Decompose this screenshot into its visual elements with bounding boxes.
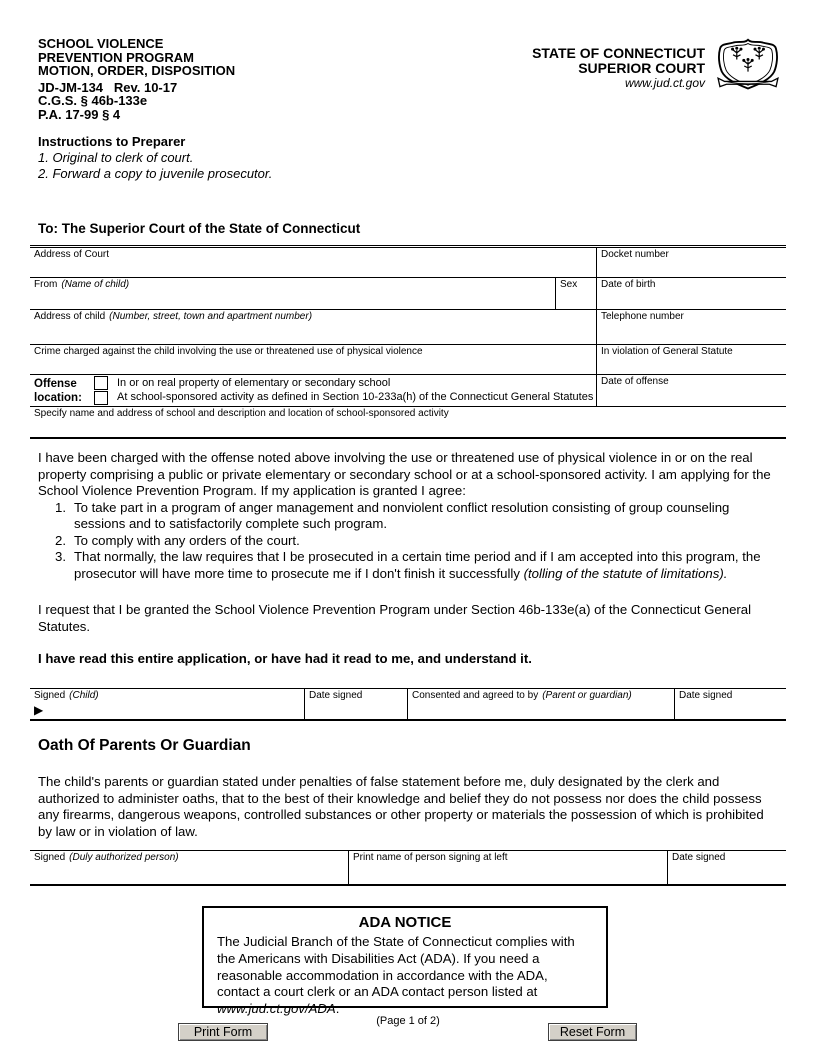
sex-field[interactable] <box>556 278 597 309</box>
ada-notice-title: ADA NOTICE <box>358 914 452 931</box>
child-address-field[interactable] <box>30 310 597 344</box>
offense-option-label: In or on real property of elementary or secondary school <box>117 376 391 389</box>
instructions-heading: Instructions to Preparer <box>38 134 186 149</box>
child-date-signed-field[interactable] <box>305 689 408 719</box>
list-text <box>74 549 775 582</box>
application-list-item <box>38 549 775 582</box>
field-label: Specify name and address of school and description and location of school-sponsored activity <box>34 408 449 419</box>
offense-location-checkbox-school-property[interactable] <box>94 376 108 390</box>
child-signature-table <box>30 688 786 721</box>
oath-date-signed-field[interactable] <box>668 851 786 884</box>
ada-body-period: . <box>335 1001 340 1017</box>
form-title-line: MOTION, ORDER, DISPOSITION <box>38 63 236 78</box>
field-label: Telephone number <box>601 311 684 322</box>
table-row <box>30 345 786 375</box>
list-number: 3. <box>55 549 66 564</box>
application-list-item <box>38 500 775 533</box>
table-row <box>30 278 786 310</box>
field-hint: (Child) <box>69 690 99 701</box>
court-website: www.jud.ct.gov <box>624 76 705 90</box>
field-label: From <box>34 279 58 290</box>
agency-block <box>532 37 784 121</box>
agency-text <box>532 37 705 90</box>
oath-heading: Oath Of Parents Or Guardian <box>38 737 251 754</box>
field-hint: (Parent or guardian) <box>542 690 632 701</box>
offense-location-cell <box>30 375 597 406</box>
table-row <box>30 310 786 345</box>
connecticut-seal-icon <box>712 37 784 95</box>
request-statement: I request that I be granted the School Violence Prevention Program under Section 46b-133e(a) of the Connecticut General Statutes. <box>38 602 752 634</box>
oath-paragraph: The child's parents or guardian stated under penalties of false statement before me, duly designated by the clerk and authorized to administer oaths, that to the best of their knowledge and belief they do not possess nor does the child possess any firearms, dangerous weapons, controlled substances or other property or materials the possession of which is prohibited by law or in violation of law. <box>38 774 764 839</box>
field-label: Address of child <box>34 311 106 322</box>
print-name-field[interactable] <box>349 851 668 884</box>
instruction-item: 1. Original to clerk of court. <box>38 150 194 165</box>
offense-option-row <box>94 391 593 405</box>
field-hint: (Duly authorized person) <box>69 852 179 863</box>
list-text: To take part in a program of anger management and nonviolent conflict resolution consisting of group counseling sessions and to satisfactorily complete such program. <box>74 499 730 531</box>
crime-charged-field[interactable] <box>30 345 597 374</box>
list-number: 1. <box>55 499 66 515</box>
form-number: JD-JM-134 Rev. 10-17 <box>38 79 178 95</box>
page-indicator: (Page 1 of 2) <box>376 1015 440 1027</box>
agency-name: STATE OF CONNECTICUT <box>532 45 705 61</box>
child-name-field[interactable] <box>30 278 556 309</box>
instructions-block <box>38 134 272 182</box>
court-name: SUPERIOR COURT <box>578 60 705 76</box>
field-label: Date signed <box>679 690 733 701</box>
print-form-button[interactable]: Print Form <box>178 1023 268 1041</box>
field-label: In violation of General Statute <box>601 346 733 357</box>
oath-signature-table <box>30 850 786 886</box>
signature-arrow-icon: ▶ <box>34 703 44 717</box>
page-header <box>38 37 784 121</box>
field-label: Signed <box>34 852 66 863</box>
parent-consent-field[interactable] <box>408 689 675 719</box>
date-of-offense-field[interactable] <box>597 375 786 406</box>
ada-notice-box <box>202 906 608 1017</box>
field-label: Date signed <box>672 852 726 863</box>
ada-body-text: The Judicial Branch of the State of Connecticut complies with the Americans with Disabilities Act (ADA). If you need a reasonable accommodation in accordance with the ADA, contact a court clerk or an ADA contact person listed at <box>217 934 575 1000</box>
public-act-reference: P.A. 17-99 § 4 <box>38 106 121 122</box>
field-label: Address of Court <box>34 249 110 260</box>
ada-website-link[interactable]: www.jud.ct.gov/ADA <box>217 1001 336 1017</box>
field-label: Print name of person signing at left <box>353 852 508 863</box>
child-signature-field[interactable] <box>30 689 305 719</box>
field-label: Docket number <box>601 249 669 260</box>
table-row <box>30 407 786 437</box>
case-info-table <box>30 245 786 439</box>
offense-location-options <box>94 375 593 406</box>
field-label: Date signed <box>309 690 363 701</box>
parent-date-signed-field[interactable] <box>675 689 786 719</box>
reset-form-button[interactable]: Reset Form <box>548 1023 637 1041</box>
list-text: To comply with any orders of the court. <box>74 532 300 548</box>
date-of-birth-field[interactable] <box>597 278 786 309</box>
docket-number-field[interactable] <box>597 248 786 277</box>
application-statement <box>38 450 775 582</box>
list-text-italic: (tolling of the statute of limitations). <box>523 565 728 581</box>
field-label: Signed <box>34 690 66 701</box>
authorized-person-signature-field[interactable] <box>30 851 349 884</box>
table-row <box>30 375 786 407</box>
addressee-heading: To: The Superior Court of the State of Connecticut <box>38 221 361 236</box>
form-title-line: SCHOOL VIOLENCE <box>38 36 164 51</box>
address-of-court-field[interactable] <box>30 248 597 277</box>
offense-location-checkbox-school-activity[interactable] <box>94 391 108 405</box>
offense-option-row <box>94 376 593 390</box>
form-title-line: PREVENTION PROGRAM <box>38 49 195 65</box>
general-statute-field[interactable] <box>597 345 786 374</box>
offense-option-label: At school-sponsored activity as defined in Section 10-233a(h) of the Connecticut General Statutes <box>117 391 594 404</box>
telephone-number-field[interactable] <box>597 310 786 344</box>
field-label: Sex <box>560 279 578 290</box>
field-label: Date of offense <box>601 376 669 387</box>
instruction-item: 2. Forward a copy to juvenile prosecutor. <box>38 166 273 181</box>
field-label: Crime charged against the child involving the use or threatened use of physical violence <box>34 346 423 357</box>
field-hint: (Name of child) <box>61 279 130 290</box>
list-number: 2. <box>55 532 66 548</box>
specify-school-field[interactable] <box>30 407 786 437</box>
form-title-block <box>38 37 235 121</box>
application-list-item <box>38 533 775 550</box>
table-row <box>30 248 786 278</box>
field-hint: (Number, street, town and apartment number) <box>109 311 313 322</box>
offense-location-label: Offense location: <box>34 378 82 404</box>
field-label: Consented and agreed to by <box>412 690 539 701</box>
ada-notice-body <box>217 934 593 1018</box>
statute-reference: C.G.S. § 46b-133e <box>38 93 148 108</box>
list-text-normal: That normally, the law requires that I be prosecuted in a certain time period and if I am accepted into this program, the prosecutor will have more time to prosecute me if I don't finish it successfully <box>74 549 761 581</box>
field-label: Date of birth <box>601 279 656 290</box>
acknowledgement-statement: I have read this entire application, or have had it read to me, and understand it. <box>38 651 532 666</box>
application-intro: I have been charged with the offense noted above involving the use or threatened use of physical violence in or on the real property comprising a public or private elementary or secondary school or at a school-sponsored activity. I am applying for the School Violence Prevention Program. If my application is granted I agree: <box>38 450 771 498</box>
